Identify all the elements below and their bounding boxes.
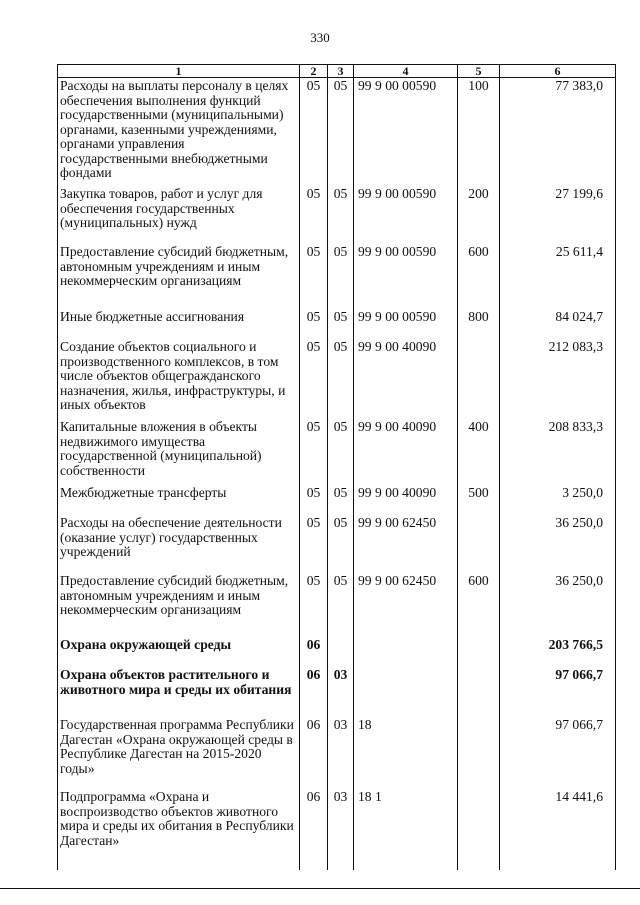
row-amount: 3 250,0 [500,486,616,516]
table-header [58,65,616,78]
column-header-1: 1 [58,65,300,78]
table-row [58,78,616,188]
row-expense-type: 800 [458,310,500,340]
row-target-code: 99 9 00 40090 [354,340,458,420]
row-section-code: 05 [300,516,328,574]
row-section-code: 05 [300,245,328,310]
table-row [58,340,616,420]
row-section-code: 05 [300,187,328,245]
row-subsection-code: 03 [328,790,354,870]
row-amount: 84 024,7 [500,310,616,340]
row-expense-type: 500 [458,486,500,516]
row-target-code: 99 9 00 00590 [354,78,458,188]
row-section-code: 05 [300,340,328,420]
row-amount: 97 066,7 [500,718,616,790]
budget-table [57,64,616,870]
row-amount: 36 250,0 [500,516,616,574]
row-expense-type: 100 [458,78,500,188]
row-name: Расходы на выплаты персоналу в целях обеспечения выполнения функций государственными (муниципальными) органами, казенными учреждениями, органами управления государственными внебюджетными фондами [58,78,300,188]
row-target-code: 99 9 00 00590 [354,187,458,245]
row-expense-type: 600 [458,574,500,638]
row-target-code: 99 9 00 62450 [354,516,458,574]
column-header-2: 2 [300,65,328,78]
row-subsection-code: 03 [328,668,354,718]
row-target-code [354,668,458,718]
row-target-code: 99 9 00 00590 [354,245,458,310]
row-subsection-code: 05 [328,310,354,340]
row-section-code: 06 [300,718,328,790]
row-subsection-code [328,638,354,668]
row-section-code: 06 [300,790,328,870]
row-target-code: 99 9 00 40090 [354,420,458,486]
row-target-code: 99 9 00 40090 [354,486,458,516]
row-name: Расходы на обеспечение деятельности (оказание услуг) государственных учреждений [58,516,300,574]
table-row [58,668,616,718]
row-section-code: 06 [300,668,328,718]
row-expense-type [458,668,500,718]
table-body [58,78,616,871]
row-section-code: 06 [300,638,328,668]
row-section-code: 05 [300,78,328,188]
row-expense-type: 400 [458,420,500,486]
row-section-code: 05 [300,486,328,516]
row-target-code [354,638,458,668]
row-expense-type [458,718,500,790]
table-row [58,486,616,516]
table-row [58,638,616,668]
row-name: Охрана окружающей среды [58,638,300,668]
row-subsection-code: 05 [328,574,354,638]
bottom-divider [0,888,640,889]
row-expense-type [458,638,500,668]
row-target-code: 18 [354,718,458,790]
row-target-code: 99 9 00 62450 [354,574,458,638]
row-name: Иные бюджетные ассигнования [58,310,300,340]
row-subsection-code: 05 [328,420,354,486]
table-row [58,420,616,486]
row-amount: 14 441,6 [500,790,616,870]
row-amount: 77 383,0 [500,78,616,188]
row-name: Создание объектов социального и производственного комплексов, в том числе объектов общегражданского назначения, жилья, инфраструктуры, и иных объектов [58,340,300,420]
row-expense-type [458,516,500,574]
row-subsection-code: 05 [328,516,354,574]
row-section-code: 05 [300,310,328,340]
row-amount: 25 611,4 [500,245,616,310]
row-subsection-code: 03 [328,718,354,790]
row-name: Предоставление субсидий бюджетным, автономным учреждениям и иным некоммерческим организациям [58,245,300,310]
table-row [58,516,616,574]
row-subsection-code: 05 [328,340,354,420]
header-row [58,65,616,78]
row-expense-type [458,790,500,870]
row-name: Капитальные вложения в объекты недвижимого имущества государственной (муниципальной) собственности [58,420,300,486]
row-section-code: 05 [300,574,328,638]
row-amount: 208 833,3 [500,420,616,486]
row-amount: 27 199,6 [500,187,616,245]
row-subsection-code: 05 [328,187,354,245]
table-row [58,790,616,870]
column-header-4: 4 [354,65,458,78]
row-amount: 97 066,7 [500,668,616,718]
table-row [58,574,616,638]
row-target-code: 18 1 [354,790,458,870]
row-amount: 212 083,3 [500,340,616,420]
row-name: Межбюджетные трансферты [58,486,300,516]
column-header-5: 5 [458,65,500,78]
row-amount: 36 250,0 [500,574,616,638]
column-header-6: 6 [500,65,616,78]
row-expense-type: 600 [458,245,500,310]
column-header-3: 3 [328,65,354,78]
row-section-code: 05 [300,420,328,486]
row-name: Государственная программа Республики Дагестан «Охрана окружающей среды в Республике Дагестан на 2015-2020 годы» [58,718,300,790]
row-name: Предоставление субсидий бюджетным, автономным учреждениям и иным некоммерческим организациям [58,574,300,638]
row-amount: 203 766,5 [500,638,616,668]
row-subsection-code: 05 [328,78,354,188]
table-row [58,187,616,245]
row-expense-type [458,340,500,420]
row-target-code: 99 9 00 00590 [354,310,458,340]
row-expense-type: 200 [458,187,500,245]
table-row [58,718,616,790]
row-subsection-code: 05 [328,486,354,516]
table-row [58,310,616,340]
table-row [58,245,616,310]
row-subsection-code: 05 [328,245,354,310]
row-name: Охрана объектов растительного и животного мира и среды их обитания [58,668,300,718]
row-name: Подпрограмма «Охрана и воспроизводство объектов животного мира и среды их обитания в Республики Дагестан» [58,790,300,870]
row-name: Закупка товаров, работ и услуг для обеспечения государственных (муниципальных) нужд [58,187,300,245]
page-number: 330 [310,30,330,45]
